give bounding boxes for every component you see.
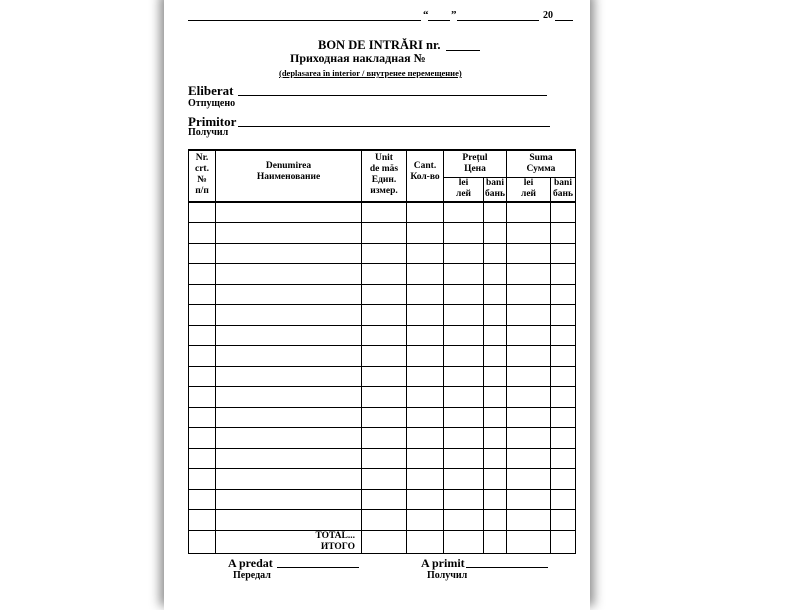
- table-cell[interactable]: [507, 243, 551, 264]
- table-cell[interactable]: [484, 264, 507, 285]
- table-cell[interactable]: [216, 223, 362, 244]
- table-cell[interactable]: [407, 510, 444, 531]
- table-cell[interactable]: [507, 264, 551, 285]
- table-row: [189, 387, 576, 408]
- header-unit: Unit de măs Един. измер.: [362, 150, 407, 202]
- table-cell[interactable]: [189, 407, 216, 428]
- primitor-field[interactable]: [238, 126, 550, 127]
- date-year-prefix: 20: [543, 10, 553, 21]
- table-cell[interactable]: [507, 489, 551, 510]
- eliberat-field[interactable]: [238, 95, 547, 96]
- table-cell[interactable]: [407, 346, 444, 367]
- table-row: [189, 284, 576, 305]
- date-day-line: [428, 20, 450, 21]
- table-cell[interactable]: [189, 428, 216, 449]
- table-cell[interactable]: [407, 469, 444, 490]
- table-row: [189, 346, 576, 367]
- header-sum-lei: lei лей: [507, 177, 551, 202]
- predat-field[interactable]: [277, 567, 359, 568]
- table-cell[interactable]: [216, 469, 362, 490]
- table-cell[interactable]: [444, 202, 484, 223]
- table-cell[interactable]: [444, 428, 484, 449]
- table-cell[interactable]: [484, 366, 507, 387]
- table-row: [189, 407, 576, 428]
- table-row: [189, 264, 576, 285]
- table-cell[interactable]: [407, 264, 444, 285]
- title-ru: Приходная накладная №: [290, 51, 426, 65]
- table-total-row: [189, 530, 576, 553]
- header-blank-line: [188, 20, 421, 21]
- label-predat-ru: Передал: [233, 570, 271, 581]
- table-cell[interactable]: [362, 284, 407, 305]
- table-row: [189, 305, 576, 326]
- table-row: [189, 366, 576, 387]
- table-cell[interactable]: [362, 325, 407, 346]
- table-cell[interactable]: [444, 346, 484, 367]
- table-cell[interactable]: [189, 387, 216, 408]
- table-cell[interactable]: [189, 489, 216, 510]
- table-cell[interactable]: [551, 223, 576, 244]
- table-cell[interactable]: [189, 243, 216, 264]
- table-cell[interactable]: [551, 407, 576, 428]
- table-cell[interactable]: [444, 325, 484, 346]
- table-cell[interactable]: [189, 510, 216, 531]
- table-cell[interactable]: [362, 448, 407, 469]
- date-year-line: [555, 20, 573, 21]
- table-cell[interactable]: [216, 202, 362, 223]
- label-eliberat-ro: Eliberat: [188, 83, 234, 98]
- goods-table: [188, 149, 576, 554]
- table-cell[interactable]: [362, 510, 407, 531]
- table-cell[interactable]: [551, 387, 576, 408]
- table-cell[interactable]: [507, 469, 551, 490]
- label-primitor-ru: Получил: [188, 127, 229, 138]
- table-cell[interactable]: [484, 243, 507, 264]
- table-cell[interactable]: [407, 202, 444, 223]
- label-predat-ro: A predat: [228, 556, 273, 570]
- table-cell[interactable]: [484, 428, 507, 449]
- table-cell[interactable]: [507, 387, 551, 408]
- table-cell[interactable]: [216, 428, 362, 449]
- table-cell[interactable]: [507, 325, 551, 346]
- table-row: [189, 223, 576, 244]
- table-cell[interactable]: [444, 489, 484, 510]
- label-primitor-ro: Primitor: [188, 114, 237, 129]
- table-cell[interactable]: [484, 202, 507, 223]
- table-cell[interactable]: [551, 428, 576, 449]
- table-cell[interactable]: [189, 264, 216, 285]
- title-number-line: [446, 50, 480, 51]
- table-cell[interactable]: [484, 284, 507, 305]
- table-cell[interactable]: [484, 448, 507, 469]
- table-cell[interactable]: [362, 407, 407, 428]
- table-cell[interactable]: [507, 284, 551, 305]
- table-cell[interactable]: [216, 325, 362, 346]
- label-primit-ro: A primit: [421, 556, 465, 570]
- title-ro: BON DE INTRĂRI nr.: [318, 38, 441, 52]
- primit-field[interactable]: [466, 567, 548, 568]
- table-cell[interactable]: [362, 346, 407, 367]
- table-cell[interactable]: [551, 469, 576, 490]
- table-cell[interactable]: [444, 305, 484, 326]
- table-cell[interactable]: [484, 223, 507, 244]
- table-cell[interactable]: [484, 387, 507, 408]
- table-cell[interactable]: [189, 469, 216, 490]
- header-price-bani: bani бань: [484, 177, 507, 202]
- table-row: [189, 510, 576, 531]
- table-cell[interactable]: [507, 448, 551, 469]
- table-cell[interactable]: [444, 366, 484, 387]
- table-cell[interactable]: [551, 366, 576, 387]
- table-cell[interactable]: [216, 489, 362, 510]
- title-subtitle: (deplasarea în interior / внутренее перемещение): [279, 68, 462, 78]
- total-label: TOTAL... ИТОГО: [216, 530, 362, 553]
- table-cell[interactable]: [216, 510, 362, 531]
- table-cell[interactable]: [216, 448, 362, 469]
- table-cell[interactable]: [407, 428, 444, 449]
- header-qty: Cant. Кол-во: [407, 150, 444, 202]
- table-cell[interactable]: [362, 223, 407, 244]
- table-cell[interactable]: [362, 428, 407, 449]
- table-cell[interactable]: [507, 346, 551, 367]
- table-row: [189, 489, 576, 510]
- table-row: [189, 469, 576, 490]
- date-month-line: [457, 20, 539, 21]
- table-cell[interactable]: [444, 510, 484, 531]
- header-nr: Nr. crt. № п/п: [189, 150, 216, 202]
- table-cell[interactable]: [407, 325, 444, 346]
- table-cell[interactable]: [216, 366, 362, 387]
- table-cell[interactable]: [216, 243, 362, 264]
- table-cell[interactable]: [444, 223, 484, 244]
- table-cell[interactable]: [507, 202, 551, 223]
- table-cell[interactable]: [189, 346, 216, 367]
- table-cell[interactable]: [551, 243, 576, 264]
- table-cell[interactable]: [507, 428, 551, 449]
- table-cell[interactable]: [551, 284, 576, 305]
- table-row: [189, 428, 576, 449]
- table-cell[interactable]: [507, 305, 551, 326]
- table-cell[interactable]: [189, 366, 216, 387]
- table-cell[interactable]: [407, 284, 444, 305]
- table-cell[interactable]: [507, 366, 551, 387]
- table-cell[interactable]: [551, 202, 576, 223]
- table-cell[interactable]: [551, 305, 576, 326]
- table-cell[interactable]: [407, 448, 444, 469]
- table-cell[interactable]: [551, 489, 576, 510]
- table-cell[interactable]: [507, 407, 551, 428]
- table-cell[interactable]: [551, 264, 576, 285]
- table-cell[interactable]: [362, 264, 407, 285]
- table-cell[interactable]: [362, 243, 407, 264]
- table-cell[interactable]: [407, 489, 444, 510]
- date-quote-close: ”: [451, 9, 457, 21]
- table-cell[interactable]: [189, 305, 216, 326]
- table-row: [189, 448, 576, 469]
- table-cell[interactable]: [444, 469, 484, 490]
- table-cell[interactable]: [507, 510, 551, 531]
- table-cell[interactable]: [216, 387, 362, 408]
- table-cell[interactable]: [362, 305, 407, 326]
- date-quote-open: “: [423, 9, 429, 21]
- table-cell[interactable]: [216, 284, 362, 305]
- table-cell[interactable]: [484, 346, 507, 367]
- table-cell[interactable]: [407, 223, 444, 244]
- header-name: Denumirea Наименование: [216, 150, 362, 202]
- table-cell[interactable]: [189, 325, 216, 346]
- table-row: [189, 325, 576, 346]
- label-primit-ru: Получил: [427, 570, 468, 581]
- table-cell[interactable]: [407, 305, 444, 326]
- table-cell[interactable]: [507, 223, 551, 244]
- table-cell[interactable]: [189, 223, 216, 244]
- table-cell[interactable]: [444, 387, 484, 408]
- label-eliberat-ru: Отпущено: [188, 98, 236, 109]
- table-cell[interactable]: [551, 510, 576, 531]
- table-cell[interactable]: [551, 346, 576, 367]
- table-row: [189, 202, 576, 223]
- table-cell[interactable]: [189, 448, 216, 469]
- table-cell[interactable]: [362, 366, 407, 387]
- table-cell[interactable]: [407, 243, 444, 264]
- table-cell[interactable]: [216, 305, 362, 326]
- table-cell[interactable]: [551, 448, 576, 469]
- table-cell[interactable]: [484, 510, 507, 531]
- table-cell[interactable]: [444, 264, 484, 285]
- table-cell[interactable]: [362, 489, 407, 510]
- table-cell[interactable]: [216, 346, 362, 367]
- table-cell[interactable]: [484, 407, 507, 428]
- table-cell[interactable]: [551, 325, 576, 346]
- table-cell[interactable]: [407, 366, 444, 387]
- table-header-row: [189, 150, 576, 177]
- table-cell[interactable]: [189, 202, 216, 223]
- table-cell[interactable]: [444, 407, 484, 428]
- table-cell[interactable]: [362, 202, 407, 223]
- table-row: [189, 243, 576, 264]
- table-cell[interactable]: [484, 305, 507, 326]
- table-cell[interactable]: [407, 407, 444, 428]
- table-cell[interactable]: [362, 469, 407, 490]
- table-cell[interactable]: [444, 243, 484, 264]
- header-price-lei: lei лей: [444, 177, 484, 202]
- table-cell[interactable]: [189, 284, 216, 305]
- table-cell[interactable]: [362, 387, 407, 408]
- table-cell[interactable]: [444, 448, 484, 469]
- table-cell[interactable]: [484, 469, 507, 490]
- table-cell[interactable]: [444, 284, 484, 305]
- table-cell[interactable]: [407, 387, 444, 408]
- table-cell[interactable]: [484, 489, 507, 510]
- header-sum: Suma Сумма: [507, 150, 576, 177]
- table-cell[interactable]: [484, 325, 507, 346]
- header-sum-bani: bani бань: [551, 177, 576, 202]
- table-cell[interactable]: [216, 407, 362, 428]
- header-price: Prețul Цена: [444, 150, 507, 177]
- table-cell[interactable]: [216, 264, 362, 285]
